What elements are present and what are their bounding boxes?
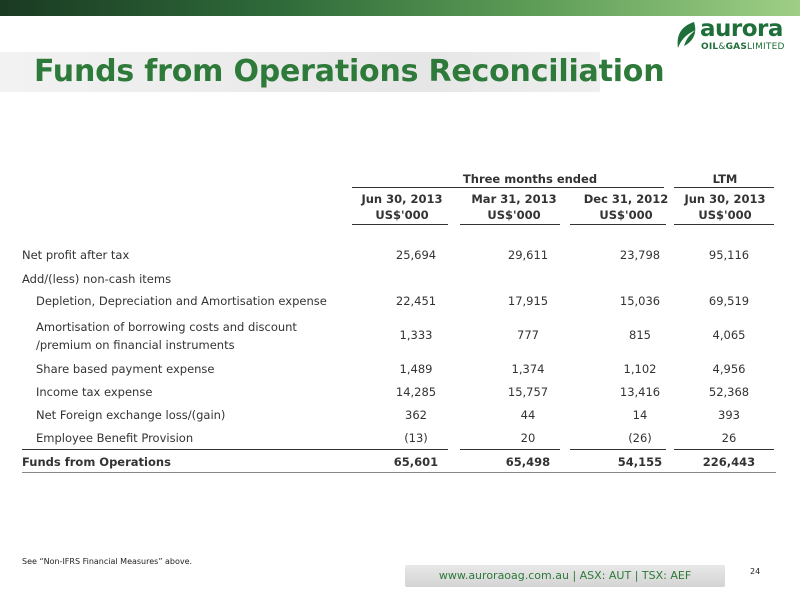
group-header-ltm: LTM	[712, 172, 738, 186]
column-unit: US$'000	[599, 208, 653, 222]
header-band	[0, 0, 800, 16]
value-cell: 95,116	[708, 248, 750, 262]
column-date: Jun 30, 2013	[684, 192, 766, 206]
value-cell: (26)	[628, 431, 652, 445]
value-cell: 69,519	[708, 294, 750, 308]
page-number: 24	[750, 567, 761, 576]
value-cell: 777	[517, 328, 539, 342]
total-divider	[570, 449, 666, 450]
value-cell: 15,757	[507, 385, 549, 399]
row-label: Net profit after tax	[22, 248, 130, 262]
column-underline	[570, 224, 666, 225]
value-cell: 1,102	[623, 362, 657, 376]
value-cell: 4,065	[712, 328, 746, 342]
column-date: Mar 31, 2013	[471, 192, 557, 206]
column-header	[462, 191, 566, 223]
value-cell: (13)	[404, 431, 428, 445]
row-label: Share based payment expense	[36, 362, 215, 376]
row-label-line: /premium on financial instruments	[36, 338, 235, 352]
logo-wordmark: aurora	[700, 16, 783, 42]
column-header	[350, 191, 454, 223]
value-cell: 65,601	[393, 455, 439, 469]
value-cell: 13,416	[619, 385, 661, 399]
logo-subtitle	[701, 42, 785, 52]
value-cell: 14,285	[395, 385, 437, 399]
value-cell: 65,498	[505, 455, 551, 469]
logo-sub-gas: GAS	[725, 42, 747, 52]
value-cell: 1,489	[399, 362, 433, 376]
footnote: See “Non-IFRS Financial Measures” above.	[22, 557, 193, 566]
value-cell: 23,798	[619, 248, 661, 262]
column-underline	[352, 224, 448, 225]
row-label: Funds from Operations	[22, 455, 171, 469]
value-cell: 362	[405, 408, 427, 422]
value-cell: 15,036	[619, 294, 661, 308]
group-header-three-months: Three months ended	[462, 172, 598, 186]
value-cell: 25,694	[395, 248, 437, 262]
total-divider	[352, 449, 448, 450]
value-cell: 26	[721, 431, 737, 445]
leaf-icon	[672, 20, 702, 50]
value-cell: 226,443	[702, 455, 756, 469]
value-cell: 815	[629, 328, 651, 342]
value-cell: 52,368	[708, 385, 750, 399]
logo-sub-amp: &	[718, 42, 726, 52]
column-header	[676, 191, 774, 223]
row-label: Depletion, Depreciation and Amortisation expense	[36, 294, 327, 308]
row-label: Income tax expense	[36, 385, 153, 399]
column-underline	[674, 224, 774, 225]
footer-bar	[405, 565, 725, 587]
column-date: Jun 30, 2013	[361, 192, 443, 206]
value-cell: 14	[632, 408, 648, 422]
footer-links[interactable]: www.auroraoag.com.au | ASX: AUT | TSX: AEF	[438, 569, 692, 582]
column-date: Dec 31, 2012	[583, 192, 669, 206]
column-unit: US$'000	[698, 208, 752, 222]
row-label: Employee Benefit Provision	[36, 431, 194, 445]
column-header	[574, 191, 678, 223]
value-cell: 44	[520, 408, 536, 422]
logo-sub-limited: LIMITED	[747, 42, 785, 52]
total-divider	[674, 449, 774, 450]
value-cell: 1,374	[511, 362, 545, 376]
row-label: Add/(less) non-cash items	[22, 272, 172, 286]
column-underline	[460, 224, 560, 225]
logo-sub-oil: OIL	[701, 42, 719, 52]
total-divider	[22, 449, 352, 450]
total-underline	[22, 472, 776, 473]
value-cell: 4,956	[712, 362, 746, 376]
value-cell: 20	[520, 431, 536, 445]
page-title: Funds from Operations Reconciliation	[34, 54, 665, 89]
value-cell: 22,451	[395, 294, 437, 308]
row-label: Net Foreign exchange loss/(gain)	[36, 408, 226, 422]
group-underline-ltm	[674, 187, 774, 188]
row-label-line: Amortisation of borrowing costs and discount	[36, 320, 297, 334]
value-cell: 54,155	[617, 455, 663, 469]
value-cell: 29,611	[507, 248, 549, 262]
company-logo	[672, 16, 796, 52]
row-label	[36, 318, 297, 354]
value-cell: 1,333	[399, 328, 433, 342]
value-cell: 393	[718, 408, 740, 422]
group-underline-three-months	[352, 187, 664, 188]
column-unit: US$'000	[487, 208, 541, 222]
value-cell: 17,915	[507, 294, 549, 308]
total-divider	[460, 449, 560, 450]
column-unit: US$'000	[375, 208, 429, 222]
